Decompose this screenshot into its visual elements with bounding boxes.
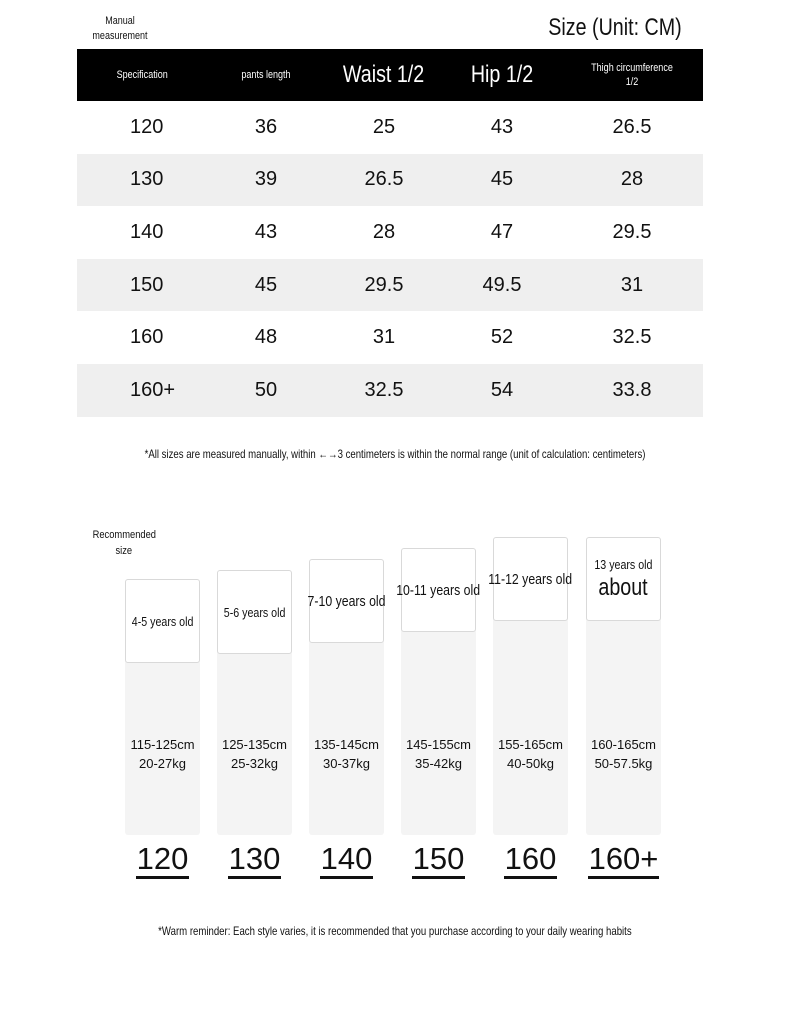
header-hip: Hip 1/2 (443, 49, 561, 101)
size-number: 150 (392, 840, 485, 879)
height-weight (493, 735, 568, 773)
cell-spec: 120 (130, 115, 164, 138)
cell-hip: 47 (490, 220, 514, 243)
page-title: Size (Unit: CM) (548, 14, 682, 41)
size-number: 120 (116, 840, 209, 879)
height-weight (586, 735, 661, 773)
cell-thigh: 26.5 (612, 115, 652, 138)
cell-hip: 49.5 (443, 259, 561, 312)
header-thigh: Thigh circumference 1/2 (561, 49, 703, 101)
age-text: 7-10 years old (307, 592, 386, 610)
size-number: 160+ (577, 840, 670, 879)
cell-waist: 29.5 (325, 259, 443, 312)
weight-range: 40-50kg (507, 756, 554, 771)
cell-spec: 140 (130, 220, 164, 243)
cell-pants-length: 39 (207, 154, 325, 207)
cell-waist: 32.5 (325, 364, 443, 417)
age-text: 13 years old (594, 556, 653, 572)
weight-range: 20-27kg (139, 756, 186, 771)
height-range: 155-165cm (497, 737, 564, 752)
table-row (77, 206, 703, 259)
cell-pants-length: 43 (254, 220, 278, 243)
table-row (77, 364, 703, 417)
cell-waist: 25 (372, 115, 396, 138)
cell-spec: 150 (77, 259, 207, 312)
weight-range: 25-32kg (231, 756, 278, 771)
recommended-label-line2: size (115, 545, 133, 557)
cell-hip: 43 (490, 115, 514, 138)
cell-pants-length: 48 (254, 326, 278, 349)
height-range: 115-125cm (130, 737, 195, 752)
cell-waist: 28 (372, 220, 396, 243)
age-box (217, 570, 292, 654)
height-range: 160-165cm (590, 737, 657, 752)
size-number: 160 (484, 840, 577, 879)
cell-thigh: 32.5 (612, 326, 652, 349)
height-weight (217, 735, 292, 773)
cell-spec: 130 (77, 154, 207, 207)
header-specification: Specification (77, 49, 207, 101)
weight-range: 35-42kg (415, 756, 462, 771)
weight-range: 50-57.5kg (594, 756, 653, 771)
cell-waist: 26.5 (325, 154, 443, 207)
age-box (396, 548, 481, 632)
cell-hip: 45 (443, 154, 561, 207)
size-chart-table (77, 49, 703, 417)
size-number: 140 (300, 840, 393, 879)
cell-thigh: 33.8 (561, 364, 703, 417)
age-sub-text: about (598, 573, 649, 601)
height-weight (125, 735, 200, 773)
age-text: 11-12 years old (488, 570, 573, 588)
height-range: 145-155cm (405, 737, 472, 752)
cell-hip: 54 (443, 364, 561, 417)
recommended-size-label (86, 527, 162, 559)
manual-label-line2: measurement (92, 30, 148, 42)
cell-thigh: 31 (561, 259, 703, 312)
cell-pants-length: 36 (254, 115, 278, 138)
warm-reminder-note: *Warm reminder: Each style varies, it is recommended that you purchase according to your daily wearing habits (158, 924, 632, 938)
age-text: 4-5 years old (131, 613, 194, 629)
measurement-note: *All sizes are measured manually, within ←→3 centimeters is within the normal range (unit of calculation: centimeters) (144, 447, 646, 461)
age-box (488, 537, 573, 621)
age-text: 10-11 years old (396, 581, 481, 599)
cell-spec: 160 (130, 326, 164, 349)
cell-thigh: 29.5 (612, 220, 652, 243)
weight-range: 30-37kg (323, 756, 370, 771)
cell-pants-length: 50 (207, 364, 325, 417)
height-range: 135-145cm (313, 737, 380, 752)
header-waist: Waist 1/2 (325, 49, 443, 101)
age-box (309, 559, 384, 643)
age-text: 5-6 years old (223, 604, 286, 620)
manual-measurement-label (87, 14, 153, 44)
table-row (77, 311, 703, 364)
table-header-row (77, 49, 703, 101)
manual-label-line1: Manual (105, 15, 135, 27)
cell-waist: 31 (372, 326, 396, 349)
table-row (77, 259, 703, 312)
cell-thigh: 28 (561, 154, 703, 207)
recommended-label-line1: Recommended (92, 529, 156, 541)
cell-pants-length: 45 (207, 259, 325, 312)
table-row (77, 101, 703, 154)
age-box (586, 537, 661, 621)
header-pants-length: pants length (207, 49, 325, 101)
height-range: 125-135cm (221, 737, 288, 752)
height-weight (309, 735, 384, 773)
table-row (77, 154, 703, 207)
cell-spec: 160+ (77, 364, 207, 417)
cell-hip: 52 (490, 326, 514, 349)
height-weight (401, 735, 476, 773)
age-box (125, 579, 200, 663)
size-number: 130 (208, 840, 301, 879)
